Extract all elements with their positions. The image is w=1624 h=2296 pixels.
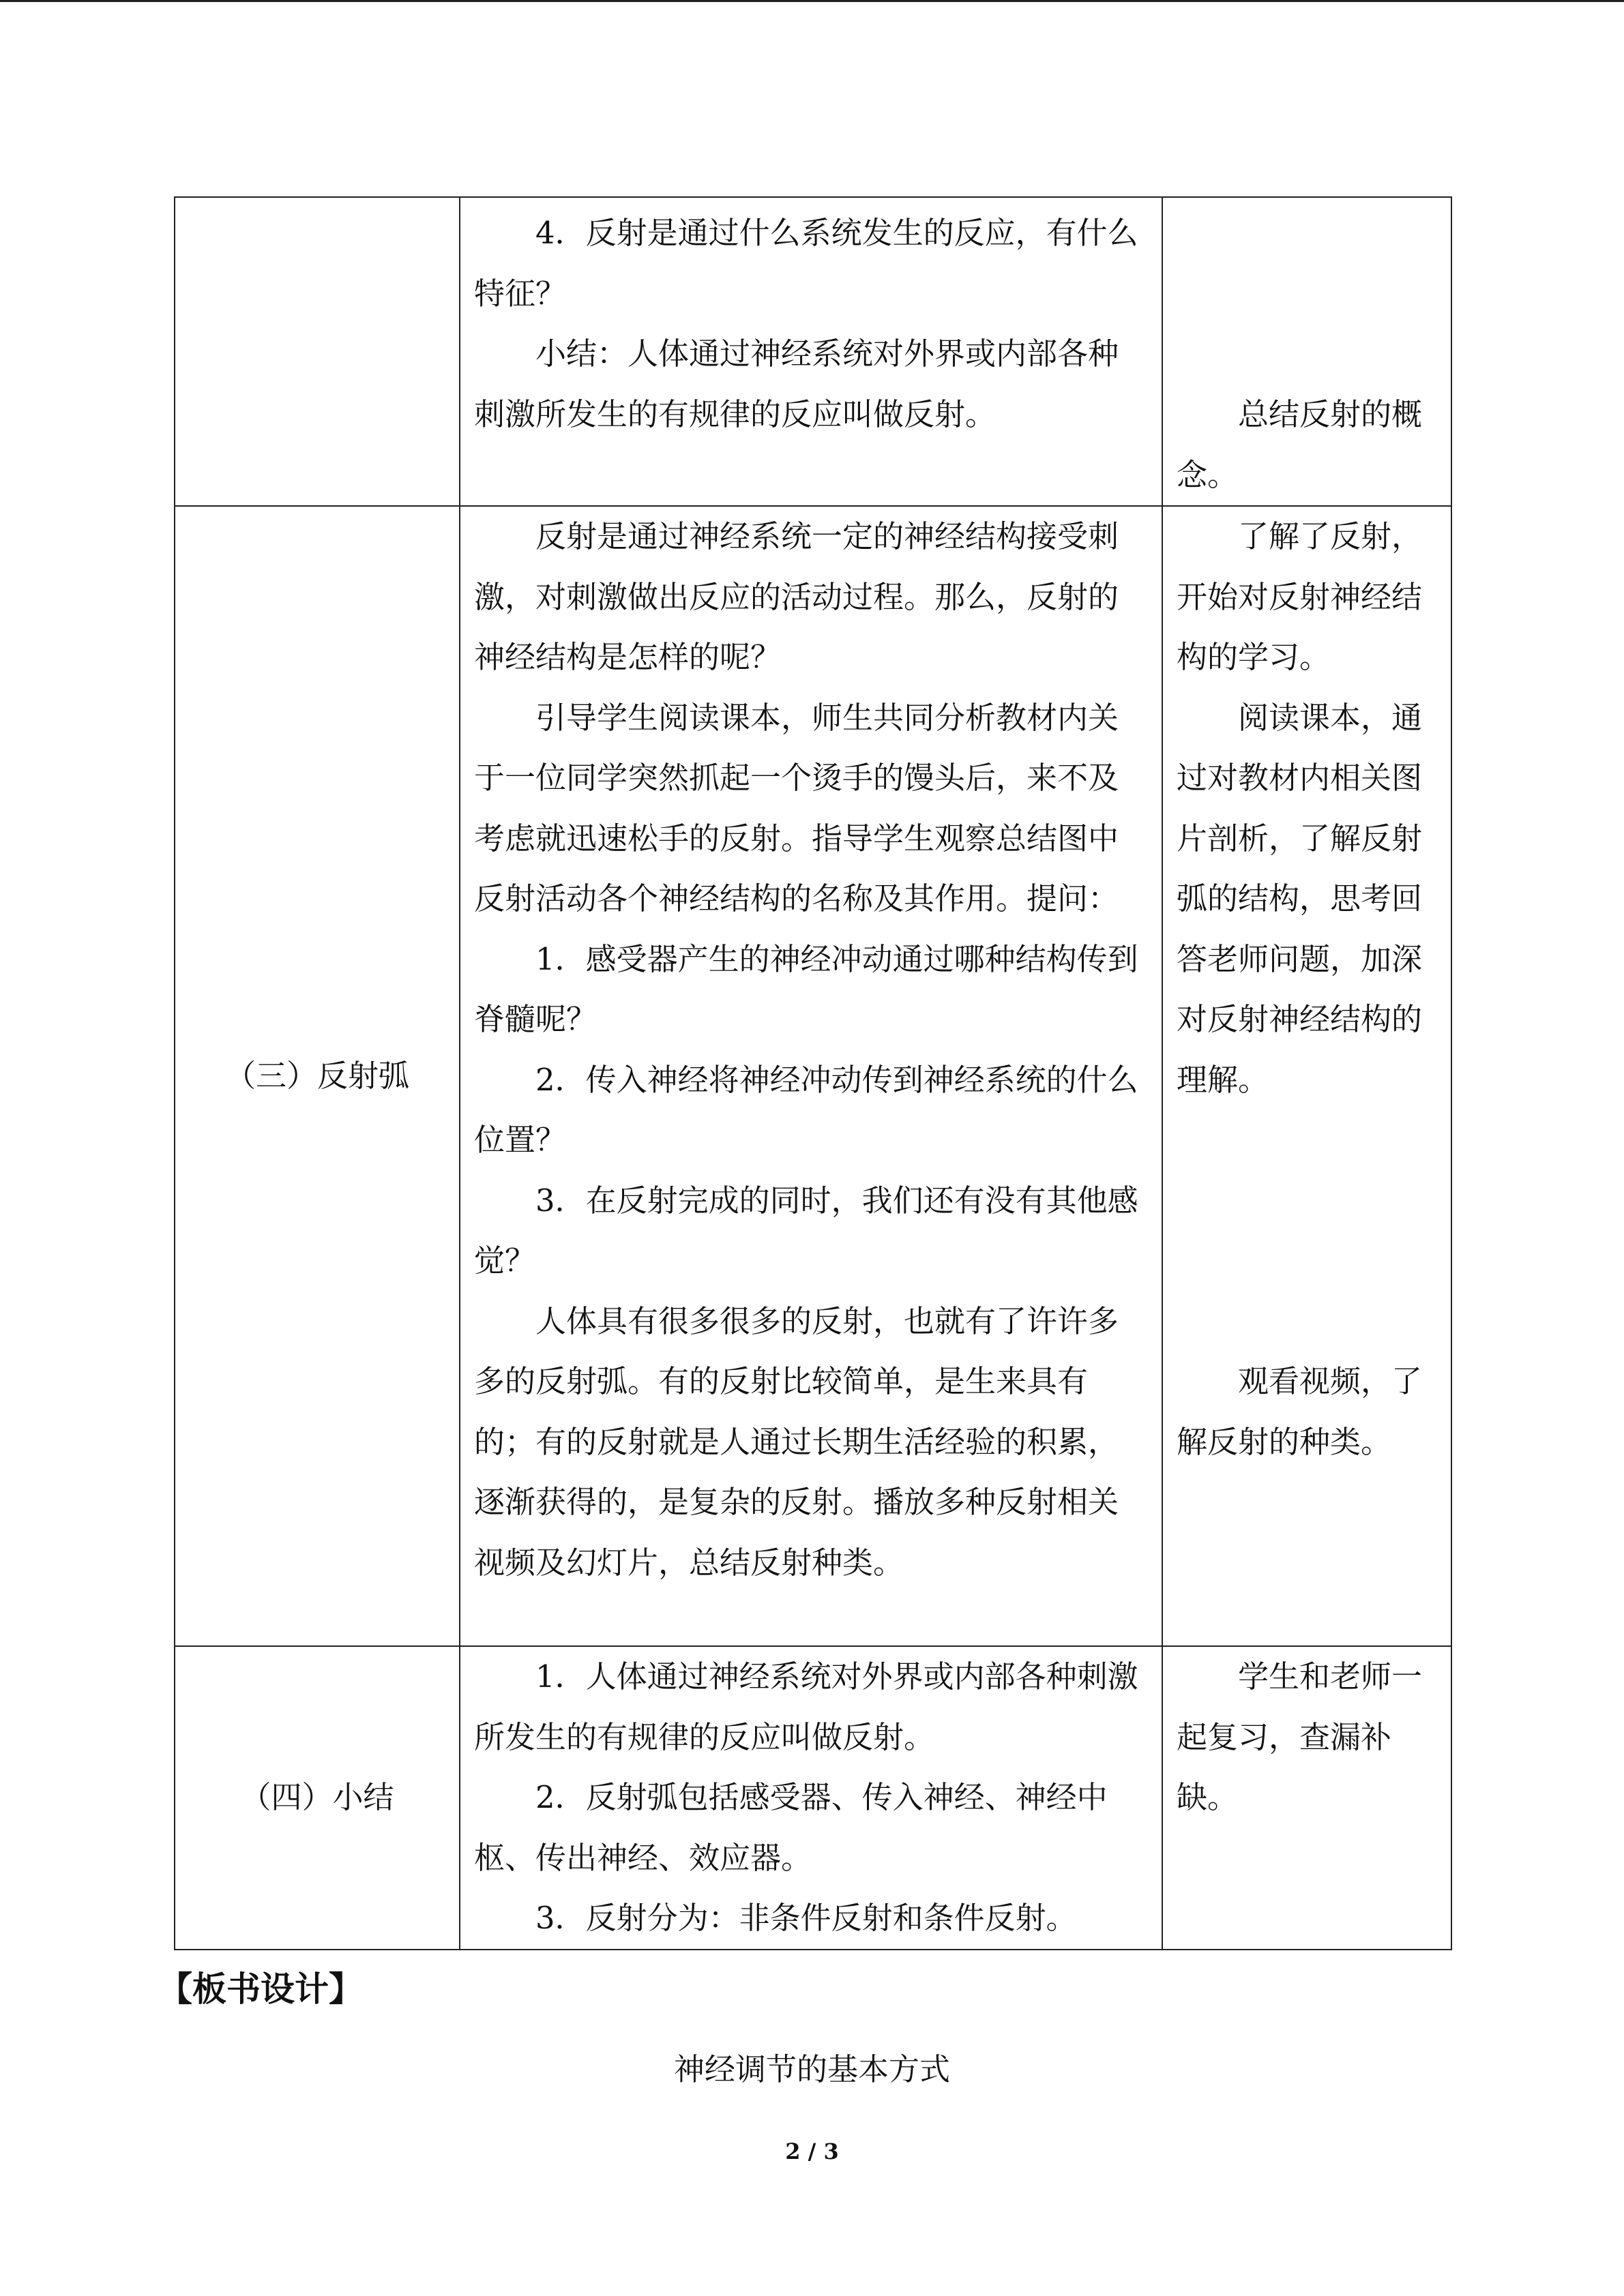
board-design-title: 神经调节的基本方式 xyxy=(673,2051,950,2087)
student-paragraph: 学生和老师一起复习，查漏补缺。 xyxy=(1177,1658,1423,1815)
table-row xyxy=(175,1646,1451,1950)
teacher-activity-cell xyxy=(460,506,1162,1646)
stage-cell: （四）小结 xyxy=(175,1646,460,1950)
stage-cell xyxy=(175,197,460,506)
teacher-paragraph: 3．在反射完成的同时，我们还有没有其他感觉？ xyxy=(474,1182,1138,1279)
teacher-paragraph: 2．反射弧包括感受器、传入神经、神经中枢、传出神经、效应器。 xyxy=(474,1779,1108,1876)
teacher-paragraph: 反射是通过神经系统一定的神经结构接受刺激，对刺激做出反应的活动过程。那么，反射的神经结构是怎样的呢？ xyxy=(474,518,1119,675)
section-heading: 【板书设计】 xyxy=(158,1969,363,2009)
stage-cell: （三）反射弧 xyxy=(175,506,460,1646)
teacher-paragraph: 1．人体通过神经系统对外界或内部各种刺激所发生的有规律的反应叫做反射。 xyxy=(474,1658,1138,1755)
teacher-activity-cell xyxy=(460,1646,1162,1950)
table-row xyxy=(175,197,1451,506)
student-activity-cell xyxy=(1162,1646,1451,1950)
teacher-paragraph: 引导学生阅读课本，师生共同分析教材内关于一位同学突然抓起一个烫手的馒头后，来不及考虑就迅速松手的反射。指导学生观察总结图中反射活动各个神经结构的名称及其作用。提问： xyxy=(474,699,1119,916)
teacher-paragraph: 小结：人体通过神经系统对外界或内部各种刺激所发生的有规律的反应叫做反射。 xyxy=(474,336,1119,432)
lesson-plan-table xyxy=(174,196,1452,1950)
teacher-paragraph: 人体具有很多很多的反射，也就有了许许多多的反射弧。有的反射比较简单，是生来具有的；有的反射就是人通过长期生活经验的积累，逐渐获得的，是复杂的反射。播放多种反射相关视频及幻灯片，总结反射种类。 xyxy=(474,1302,1119,1581)
student-paragraph: 观看视频，了解反射的种类。 xyxy=(1177,1363,1423,1460)
page-top-border xyxy=(0,0,1624,2)
student-activity-cell xyxy=(1162,506,1451,1646)
table-row xyxy=(175,506,1451,1646)
teacher-paragraph: 3．反射分为：非条件反射和条件反射。 xyxy=(535,1900,1077,1936)
page-number: 2 / 3 xyxy=(785,2138,839,2164)
teacher-paragraph: 4．反射是通过什么系统发生的反应，有什么特征？ xyxy=(474,215,1138,312)
teacher-paragraph: 1．感受器产生的神经冲动通过哪种结构传到脊髓呢？ xyxy=(474,940,1138,1037)
teacher-paragraph: 2．传入神经将神经冲动传到神经系统的什么位置？ xyxy=(474,1061,1138,1158)
teacher-activity-cell xyxy=(460,197,1162,506)
student-paragraph: 了解了反射，开始对反射神经结构的学习。 xyxy=(1177,518,1423,675)
student-activity-cell xyxy=(1162,197,1451,506)
student-paragraph: 阅读课本，通过对教材内相关图片剖析，了解反射弧的结构，思考回答老师问题，加深对反射神经结构的理解。 xyxy=(1177,699,1423,1098)
student-paragraph: 总结反射的概念。 xyxy=(1177,396,1423,493)
